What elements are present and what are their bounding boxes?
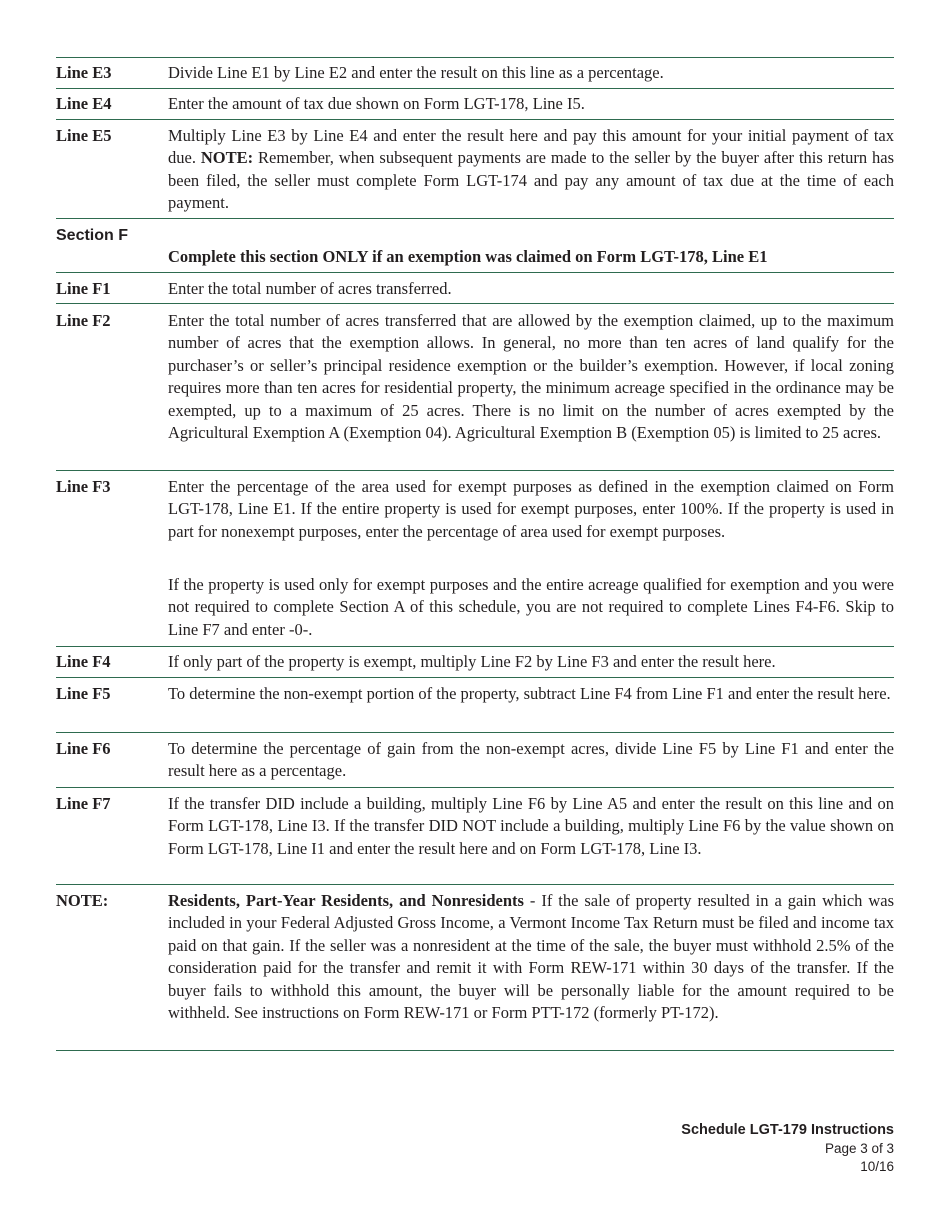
footer-date: 10/16 xyxy=(860,1159,894,1174)
line-f2-label: Line F2 xyxy=(56,311,111,330)
line-e5-text xyxy=(168,125,894,215)
divider xyxy=(56,303,894,304)
divider xyxy=(56,884,894,885)
page-footer xyxy=(681,1120,894,1176)
line-e4-text: Enter the amount of tax due shown on Form LGT-178, Line I5. xyxy=(168,94,585,113)
line-f6-text: To determine the percentage of gain from the non-exempt acres, divide Line F5 by Line F1 and enter the result here as a percentage. xyxy=(168,739,894,781)
line-f3-label: Line F3 xyxy=(56,477,111,496)
line-e5-note-label: NOTE: xyxy=(200,148,254,168)
divider xyxy=(56,57,894,58)
line-e3-text: Divide Line E1 by Line E2 and enter the result on this line as a percentage. xyxy=(168,63,664,82)
line-f4-label: Line F4 xyxy=(56,652,111,671)
section-f-label: Section F xyxy=(56,227,129,244)
divider xyxy=(56,218,894,219)
line-f7-text: If the transfer DID include a building, multiply Line F6 by Line A5 and enter the result on this line and on Form LGT-178, Line I3. If the transfer DID NOT include a building, multiply Line F6 by the value shown on Form LGT-178, Line I1 and enter the result here and on Form LGT-178, Line I3. xyxy=(168,794,894,858)
divider xyxy=(56,470,894,471)
note-body: - If the sale of property resulted in a gain which was included in your Federal Adjusted Gross Income, a Vermont Income Tax Return must be filed and income tax paid on that gain. If the seller was a nonresident at the time of the sale, the buyer must withhold 2.5% of the consideration paid for the transfer and remit it with Form REW-171 within 30 days of the transfer. If the buyer fails to withhold this amount, the buyer will be personally liable for the amount required to be withheld. See instructions on Form REW-171 or Form PTT-172 (formerly PT-172). xyxy=(168,891,894,1023)
line-f4-text: If only part of the property is exempt, multiply Line F2 by Line F3 and enter the result here. xyxy=(168,652,776,671)
line-f5-label: Line F5 xyxy=(56,684,111,703)
divider xyxy=(56,677,894,678)
divider xyxy=(56,88,894,89)
divider xyxy=(56,732,894,733)
divider xyxy=(56,787,894,788)
section-f-heading: Complete this section ONLY if an exemption was claimed on Form LGT-178, Line E1 xyxy=(168,247,768,266)
divider xyxy=(56,119,894,120)
footer-page-number: Page 3 of 3 xyxy=(824,1141,894,1156)
line-e5-text-b: Remember, when subsequent payments are made to the seller by the buyer after this return has been filed, the seller must complete Form LGT-174 and pay any amount of tax due at the time of each payment. xyxy=(168,148,894,213)
note-label: NOTE: xyxy=(56,891,109,910)
divider xyxy=(56,272,894,273)
line-e3-label: Line E3 xyxy=(56,63,112,82)
note-text xyxy=(168,890,894,1024)
line-e5-label: Line E5 xyxy=(56,126,112,145)
footer-title: Schedule LGT-179 Instructions xyxy=(681,1122,894,1138)
line-f5-text: To determine the non-exempt portion of the property, subtract Line F4 from Line F1 and enter the result here. xyxy=(168,684,891,703)
note-heading: Residents, Part-Year Residents, and Nonresidents xyxy=(168,891,524,910)
line-f3-text-2: If the property is used only for exempt purposes and the entire acreage qualified for exemption and you were not required to complete Section A of this schedule, you are not required to complete Lines F4-F6. Skip to Line F7 and enter -0-. xyxy=(168,575,894,639)
line-e5-text-a: Multiply Line E3 by Line E4 and enter the result here and pay this amount for your initial payment of tax due. xyxy=(168,126,894,168)
line-f7-label: Line F7 xyxy=(56,794,111,813)
line-f2-text: Enter the total number of acres transferred that are allowed by the exemption claimed, up to the maximum number of acres that the exemption allows. In general, no more than ten acres of land qualify for the purchaser’s or seller’s principal residence exemption or the builder’s exemption. However, if local zoning requires more than ten acres for residential property, the minimum acreage specified in the ordinance may be exempted, up to a maximum of 25 acres. There is no limit on the number of acres exempted by the Agricultural Exemption A (Exemption 04). Agricultural Exemption B (Exemption 05) is limited to 25 acres. xyxy=(168,311,894,443)
line-f1-text: Enter the total number of acres transferred. xyxy=(168,279,452,298)
line-e4-label: Line E4 xyxy=(56,94,112,113)
line-f1-label: Line F1 xyxy=(56,279,111,298)
divider xyxy=(56,1050,894,1051)
line-f6-label: Line F6 xyxy=(56,739,111,758)
divider xyxy=(56,646,894,647)
line-f3-text-1: Enter the percentage of the area used for exempt purposes as defined in the exemption claimed on Form LGT-178, Line E1. If the entire property is used for exempt purposes, enter 100%. If the property is used in part for nonexempt purposes, enter the percentage of area used for exempt purposes. xyxy=(168,477,894,541)
